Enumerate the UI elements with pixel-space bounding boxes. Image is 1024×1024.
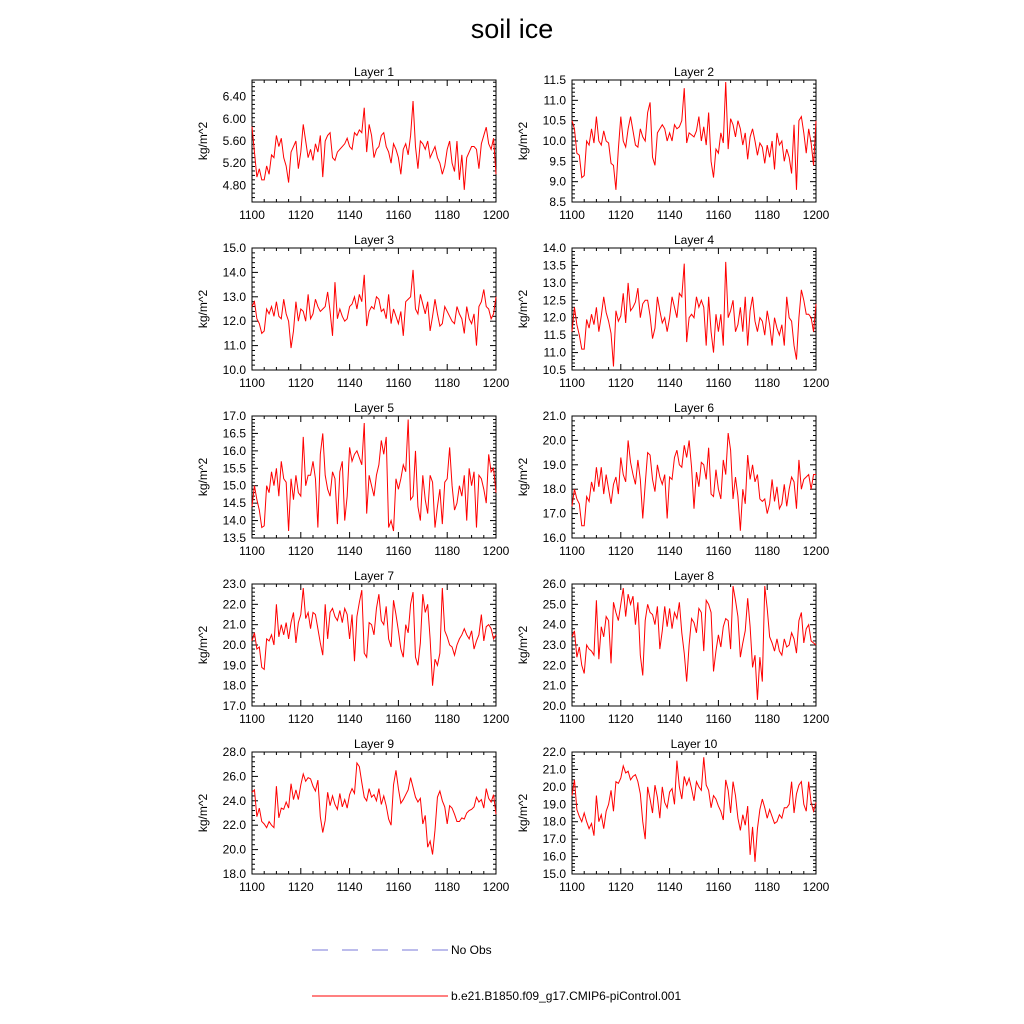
panel-10-ytick-label: 17.0 [542, 832, 566, 847]
panel-8-ytick-label: 21.0 [542, 678, 566, 693]
panel-3-ytick-label: 13.0 [222, 289, 246, 304]
panel-2-ytick-label: 11.5 [543, 73, 566, 87]
panel-5-ytick-label: 16.0 [222, 443, 246, 458]
panel-8-ytick-label: 25.0 [542, 597, 566, 612]
panel-10-frame [572, 752, 816, 874]
main-title: soil ice [470, 14, 554, 44]
panel-10-ylabel: kg/m^2 [516, 793, 530, 833]
panel-10-series-line [572, 757, 816, 862]
panel-1-xtick-label: 1200 [482, 208, 510, 222]
panel-4-ytick-label: 10.5 [542, 363, 566, 377]
panel-2-ytick-label: 10.5 [542, 113, 566, 128]
panel-5-ytick-label: 17.0 [222, 409, 246, 423]
panel-2-ylabel: kg/m^2 [516, 121, 530, 161]
panel-4-ytick-label: 13.5 [542, 258, 566, 273]
panel-2-series-line [572, 82, 816, 190]
panel-6-xtick-label: 1180 [754, 544, 781, 558]
panel-2-xtick-label: 1180 [754, 208, 781, 222]
panel-1-frame [252, 80, 496, 202]
panel-7-ytick-label: 23.0 [222, 577, 246, 591]
panel-6-xtick-label: 1160 [705, 544, 732, 558]
panel-1-xtick-label: 1160 [385, 208, 412, 222]
panel-10-ytick-label: 15.0 [542, 867, 566, 881]
panel-5-xtick-label: 1100 [239, 544, 265, 558]
panel-9-title: Layer 9 [353, 737, 395, 751]
panel-10-xtick-label: 1100 [559, 880, 585, 894]
panel-7-ytick-label: 20.0 [222, 638, 246, 652]
panel-5-xtick-label: 1140 [336, 544, 363, 558]
panel-1-ytick-label: 5.60 [222, 134, 246, 148]
panel-8-ytick-label: 22.0 [542, 658, 566, 673]
panel-9-xtick-label: 1100 [239, 880, 265, 894]
panel-9-ytick-label: 24.0 [222, 793, 246, 808]
panel-8-series-line [572, 586, 816, 700]
panel-1-xtick-label: 1140 [336, 208, 363, 222]
panel-5-series-line [252, 419, 496, 531]
panel-1-series-line [252, 101, 496, 190]
panel-1-ytick-label: 4.80 [222, 178, 246, 193]
panel-9-series-line [252, 763, 496, 855]
panel-9-xtick-label: 1200 [482, 880, 510, 894]
panel-6-ylabel: kg/m^2 [516, 457, 530, 497]
panel-2-ytick-label: 10.0 [542, 134, 566, 148]
panel-10-xtick-label: 1200 [802, 880, 830, 894]
panel-3-xtick-label: 1100 [239, 376, 265, 390]
panel-10-ytick-label: 19.0 [542, 797, 566, 812]
panel-8-xtick-label: 1160 [705, 712, 732, 726]
panel-3-ytick-label: 14.0 [222, 265, 246, 280]
panel-2-xtick-label: 1160 [705, 208, 732, 222]
panel-3-title: Layer 3 [353, 233, 395, 247]
panel-7-xtick-label: 1100 [239, 712, 265, 726]
panel-1-xtick-label: 1100 [239, 208, 265, 222]
panel-1-ylabel: kg/m^2 [196, 121, 210, 161]
panel-5-title: Layer 5 [353, 401, 395, 415]
panel-9-ytick-label: 26.0 [222, 769, 246, 784]
panel-7-ytick-label: 18.0 [222, 678, 246, 693]
panel-9-xtick-label: 1120 [287, 880, 314, 894]
panel-10-ytick-label: 22.0 [542, 745, 566, 759]
panel-10-ytick-label: 20.0 [542, 779, 566, 794]
panel-8-xtick-label: 1140 [656, 712, 683, 726]
panel-4-ytick-label: 11.0 [543, 345, 566, 360]
panel-4-xtick-label: 1140 [656, 376, 683, 390]
panel-7-ytick-label: 17.0 [222, 699, 246, 713]
panel-1-xtick-label: 1180 [434, 208, 461, 222]
panel-6-ytick-label: 20.0 [542, 433, 566, 448]
panel-2-frame [572, 80, 816, 202]
panel-7-ytick-label: 22.0 [222, 597, 246, 612]
panel-5-ytick-label: 15.5 [222, 461, 246, 476]
panel-7-xtick-label: 1140 [336, 712, 363, 726]
panel-3-series-line [252, 270, 496, 348]
panel-8-frame [572, 584, 816, 706]
panel-5-ytick-label: 16.5 [222, 426, 246, 441]
panel-5-ytick-label: 14.0 [222, 513, 246, 528]
panel-3-xtick-label: 1180 [434, 376, 461, 390]
panel-5-xtick-label: 1120 [287, 544, 314, 558]
panel-5-xtick-label: 1180 [434, 544, 461, 558]
panel-5-xtick-label: 1200 [482, 544, 510, 558]
panel-6-title: Layer 6 [673, 401, 715, 415]
panel-2-xtick-label: 1120 [607, 208, 634, 222]
panel-6-ytick-label: 19.0 [542, 457, 566, 472]
panel-10-xtick-label: 1180 [754, 880, 781, 894]
panel-2-title: Layer 2 [673, 65, 715, 79]
panel-6-series-line [572, 433, 816, 531]
panel-2-xtick-label: 1140 [656, 208, 683, 222]
panel-2-ytick-label: 9.5 [549, 154, 566, 169]
panel-6-ytick-label: 17.0 [542, 506, 566, 521]
panel-6-xtick-label: 1140 [656, 544, 683, 558]
panel-10-xtick-label: 1140 [656, 880, 683, 894]
panel-8-xtick-label: 1200 [802, 712, 830, 726]
panel-4-xtick-label: 1100 [559, 376, 585, 390]
legend-model-label: b.e21.B1850.f09_g17.CMIP6-piControl.001 [451, 989, 682, 1003]
panel-3-xtick-label: 1200 [482, 376, 510, 390]
panel-7-ytick-label: 19.0 [222, 658, 246, 673]
panel-8-xtick-label: 1180 [754, 712, 781, 726]
panel-7-series-line [252, 588, 496, 686]
panel-8-ytick-label: 24.0 [542, 617, 566, 632]
panel-4-ytick-label: 12.5 [542, 293, 566, 308]
panel-9-xtick-label: 1180 [434, 880, 461, 894]
panel-4-xtick-label: 1180 [754, 376, 781, 390]
panel-5-ylabel: kg/m^2 [196, 457, 210, 497]
panel-10-xtick-label: 1120 [607, 880, 634, 894]
panel-7-xtick-label: 1120 [287, 712, 314, 726]
panel-3-ytick-label: 11.0 [223, 338, 246, 353]
panel-7-ytick-label: 21.0 [222, 617, 246, 632]
panel-9-ytick-label: 28.0 [222, 745, 246, 759]
panel-5-ytick-label: 13.5 [222, 531, 246, 545]
panel-7-title: Layer 7 [353, 569, 395, 583]
panel-6-xtick-label: 1200 [802, 544, 830, 558]
panel-9-frame [252, 752, 496, 874]
panel-7-xtick-label: 1200 [482, 712, 510, 726]
panel-4-xtick-label: 1200 [802, 376, 830, 390]
panel-4-ylabel: kg/m^2 [516, 289, 530, 329]
panel-8-ytick-label: 20.0 [542, 699, 566, 713]
panel-1-title: Layer 1 [353, 65, 395, 79]
panel-4-ytick-label: 13.0 [542, 275, 566, 290]
panel-8-ytick-label: 23.0 [542, 638, 566, 652]
panel-3-ylabel: kg/m^2 [196, 289, 210, 329]
panel-4-title: Layer 4 [673, 233, 715, 247]
panel-10-ytick-label: 18.0 [542, 814, 566, 829]
panel-9-ylabel: kg/m^2 [196, 793, 210, 833]
panel-3-xtick-label: 1160 [385, 376, 412, 390]
panel-3-ytick-label: 15.0 [222, 241, 246, 255]
panel-10-ytick-label: 16.0 [542, 849, 566, 864]
panel-5-ytick-label: 14.5 [222, 496, 246, 511]
panel-4-frame [572, 248, 816, 370]
panel-9-xtick-label: 1140 [336, 880, 363, 894]
panel-7-ylabel: kg/m^2 [196, 625, 210, 665]
panel-3-xtick-label: 1140 [336, 376, 363, 390]
panel-1-ytick-label: 6.00 [222, 111, 246, 126]
panel-1-ytick-label: 6.40 [222, 89, 246, 104]
panel-6-ytick-label: 21.0 [542, 409, 566, 423]
panel-5-xtick-label: 1160 [385, 544, 412, 558]
panel-8-xtick-label: 1120 [607, 712, 634, 726]
panel-4-xtick-label: 1160 [705, 376, 732, 390]
panel-9-xtick-label: 1160 [385, 880, 412, 894]
panel-3-ytick-label: 10.0 [222, 363, 246, 377]
panel-5-frame [252, 416, 496, 538]
panel-5-ytick-label: 15.0 [222, 478, 246, 493]
panel-2-ytick-label: 11.0 [543, 93, 566, 108]
panel-8-xtick-label: 1100 [559, 712, 585, 726]
panel-2-ytick-label: 8.5 [549, 195, 566, 209]
panel-2-xtick-label: 1100 [559, 208, 585, 222]
panel-6-ytick-label: 16.0 [542, 531, 566, 545]
panel-3-xtick-label: 1120 [287, 376, 314, 390]
panel-6-xtick-label: 1120 [607, 544, 634, 558]
panel-2-xtick-label: 1200 [802, 208, 830, 222]
panel-6-xtick-label: 1100 [559, 544, 585, 558]
panel-9-ytick-label: 20.0 [222, 842, 246, 857]
panel-10-ytick-label: 21.0 [542, 762, 566, 777]
panel-4-xtick-label: 1120 [607, 376, 634, 390]
panel-4-ytick-label: 11.5 [543, 328, 566, 343]
panel-9-ytick-label: 18.0 [222, 867, 246, 881]
panel-7-xtick-label: 1180 [434, 712, 461, 726]
panel-8-title: Layer 8 [673, 569, 715, 583]
panel-4-ytick-label: 14.0 [542, 241, 566, 255]
panel-1-ytick-label: 5.20 [222, 156, 246, 171]
panel-10-title: Layer 10 [670, 737, 718, 751]
panel-3-ytick-label: 12.0 [222, 314, 246, 329]
panel-6-frame [572, 416, 816, 538]
panel-9-ytick-label: 22.0 [222, 818, 246, 833]
legend-obs-label: No Obs [451, 943, 492, 957]
panel-4-series-line [572, 262, 816, 367]
panel-2-ytick-label: 9.0 [549, 174, 566, 189]
panel-4-ytick-label: 12.0 [542, 310, 566, 325]
panel-8-ytick-label: 26.0 [542, 577, 566, 591]
panel-6-ytick-label: 18.0 [542, 482, 566, 497]
panel-8-ylabel: kg/m^2 [516, 625, 530, 665]
panel-7-xtick-label: 1160 [385, 712, 412, 726]
panel-1-xtick-label: 1120 [287, 208, 314, 222]
panel-7-frame [252, 584, 496, 706]
panel-10-xtick-label: 1160 [705, 880, 732, 894]
